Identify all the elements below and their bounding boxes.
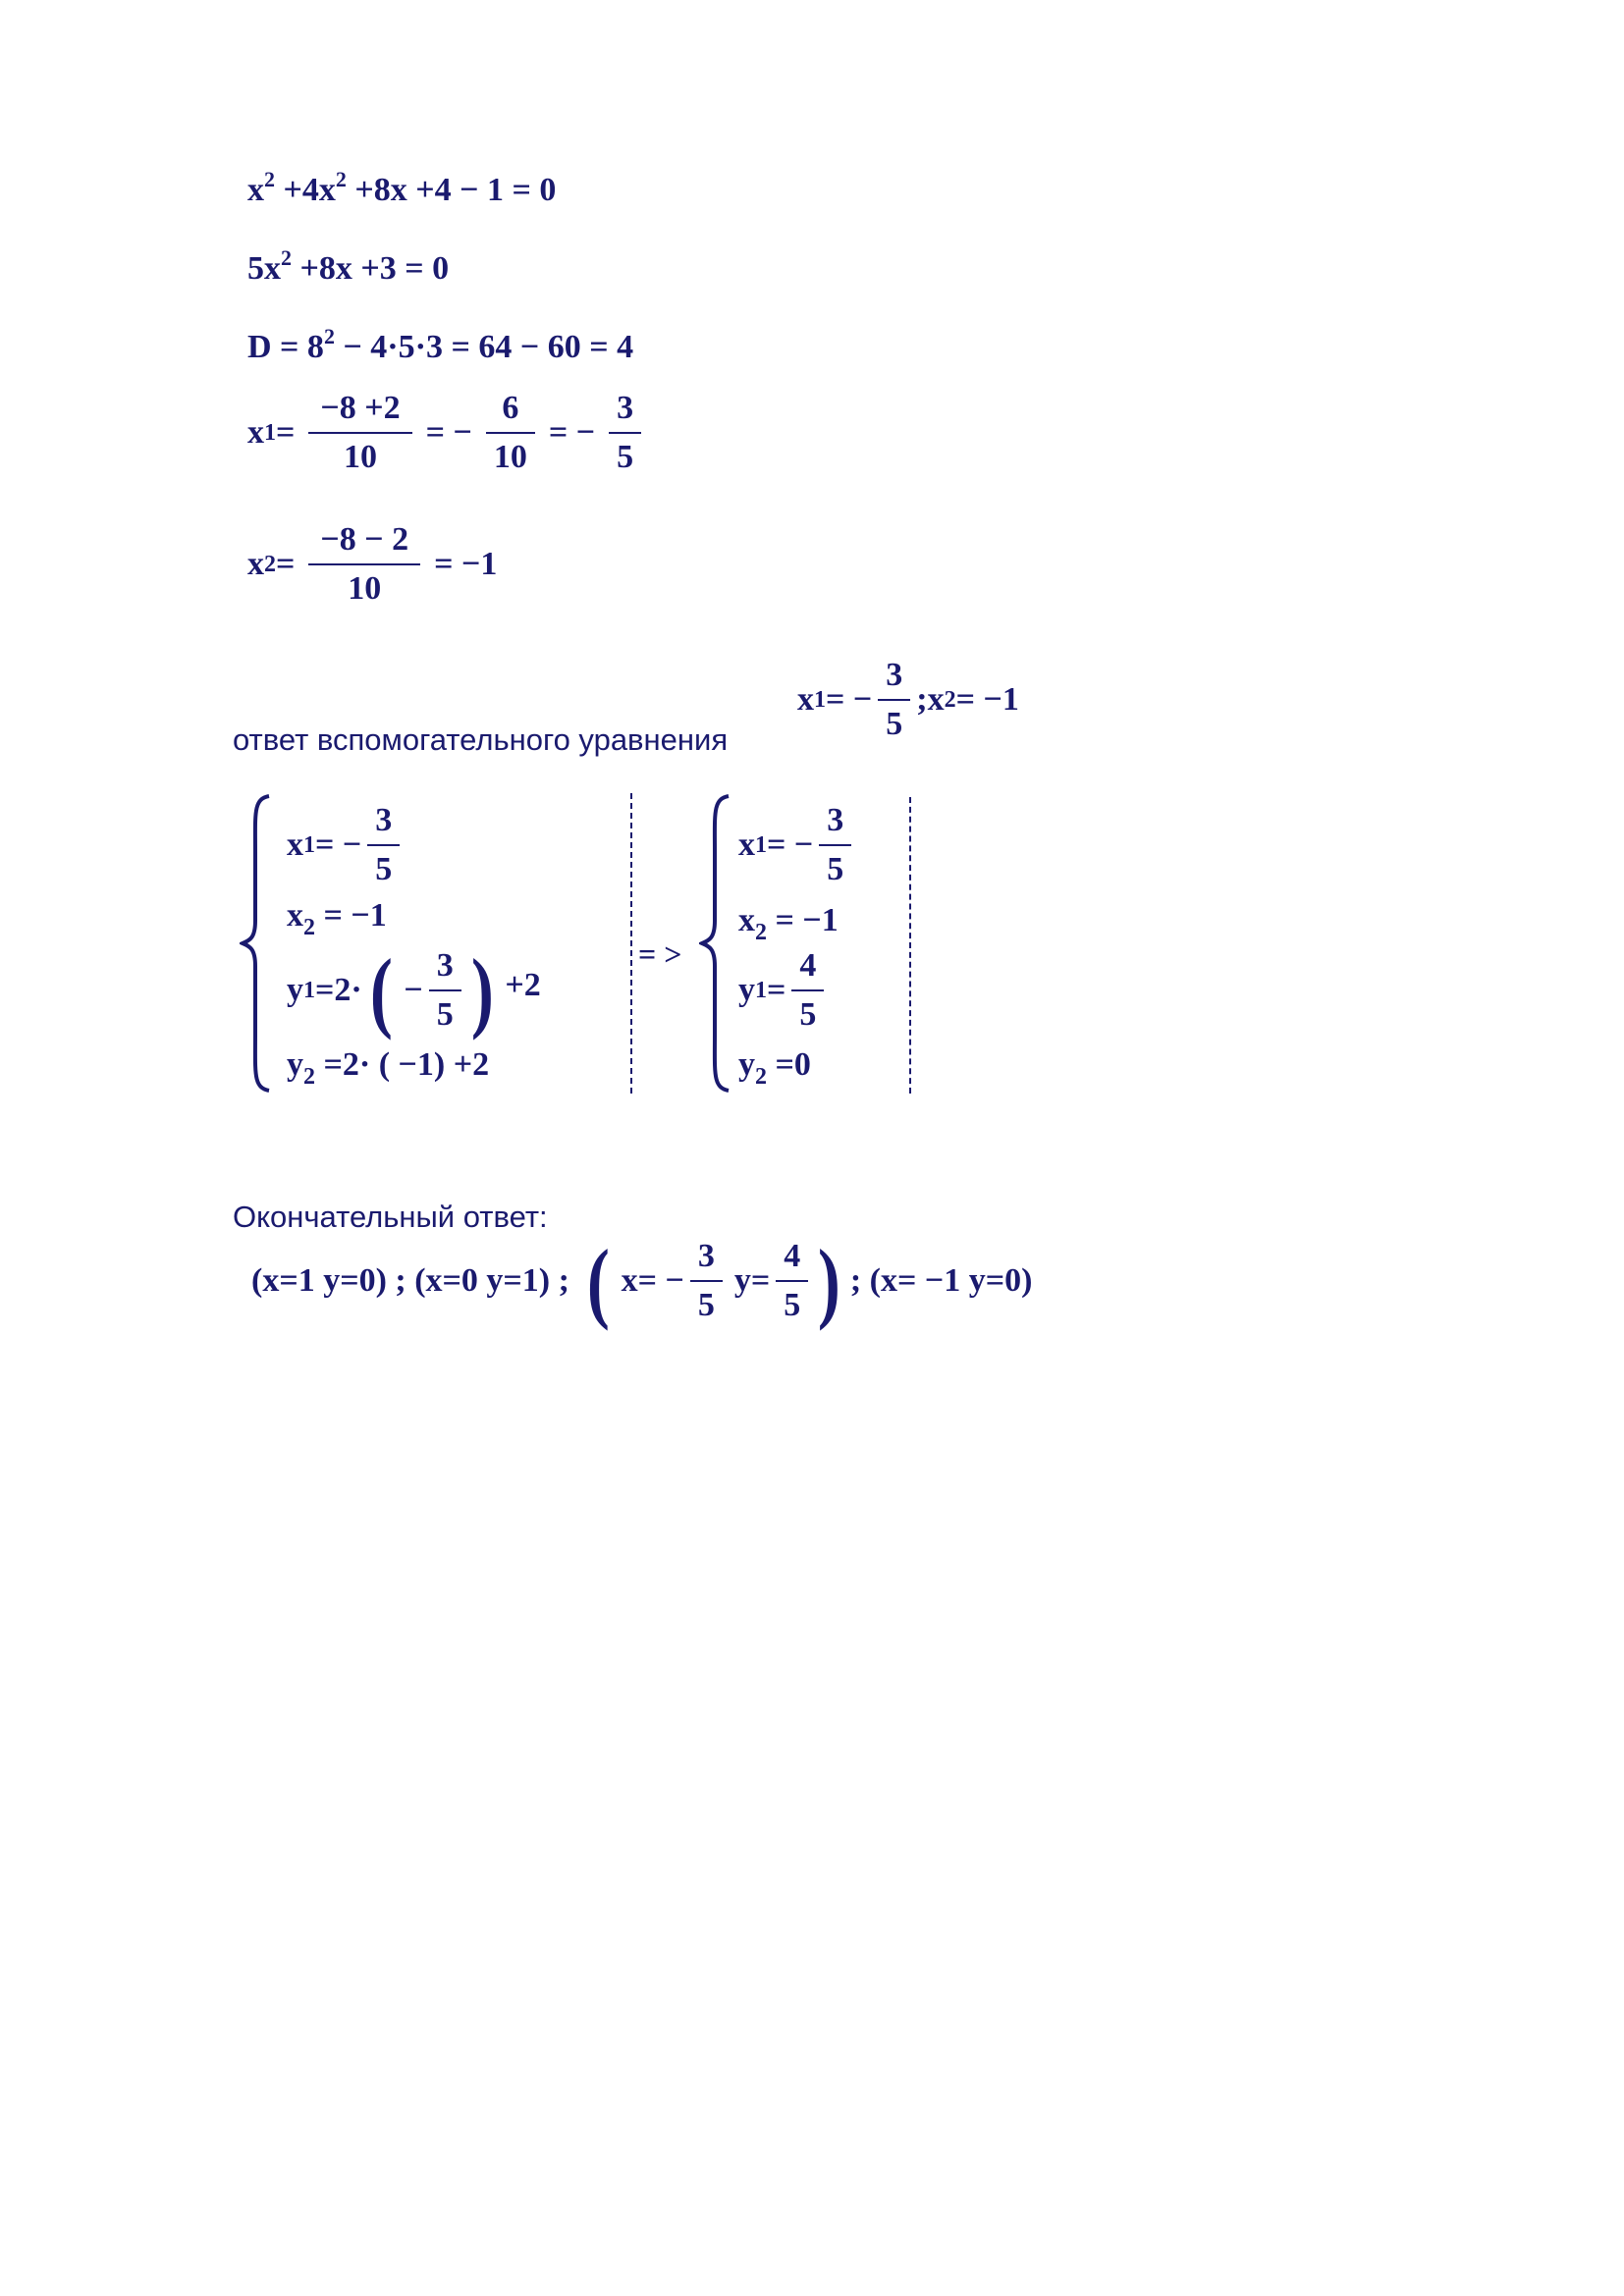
subscript: 2 [264,552,276,577]
fraction [308,391,411,475]
equals: = [276,414,296,451]
subscript: 1 [264,420,276,446]
expression: =2· ( −1) +2 [315,1046,490,1083]
y-equals: y= [733,1262,771,1299]
numerator: 4 [784,1238,801,1274]
equation-quadratic [247,239,449,289]
denominator: 5 [799,996,817,1033]
left-brace-icon [240,793,273,1094]
var: x [247,546,264,582]
var: y [738,972,755,1008]
right-paren: ) [818,1231,841,1331]
system-left-row-1 [287,803,406,887]
aux-answer-formula [797,658,1019,742]
result: = −1 [434,546,498,582]
equals: = [767,972,786,1008]
multiply: =2· [315,972,362,1008]
disc-term: − 4·5·3 = 64 − 60 = 4 [334,329,634,365]
denominator: 5 [375,851,393,887]
fraction [791,948,824,1033]
eq1-exponent: 2 [335,167,347,191]
denominator: 10 [344,439,377,475]
subscript: 2 [755,1064,767,1090]
var: x [927,681,945,718]
solution-pairs: (x=1 y=0) ; (x=0 y=1) ; [251,1262,569,1299]
subscript: 2 [944,687,956,713]
denominator: 5 [697,1287,715,1323]
right-paren: ) [470,940,494,1041]
root-x1-line [247,391,647,475]
subscript: 1 [303,978,315,1003]
system-left-row-3 [287,940,541,1041]
var: x [738,902,755,938]
subscript: 2 [303,1064,315,1090]
implies-sign: = > [638,936,682,972]
numerator: −8 − 2 [320,521,409,558]
left-paren: ( [369,940,393,1041]
eq1-term: +8x +4 − 1 = 0 [346,172,557,208]
fraction [776,1239,808,1323]
final-answer-label: Окончательный ответ: [233,1200,548,1234]
separator: ; [916,681,928,718]
subscript: 1 [755,832,767,858]
system-left-row-4 [287,1045,489,1096]
subscript: 1 [814,687,826,713]
equals-minus: = − [548,414,596,451]
root-x2-line [247,522,497,607]
var: y [287,1046,303,1083]
dashed-divider-2 [909,797,911,1094]
left-paren: ( [586,1231,610,1331]
value: = −1 [315,897,387,934]
disc-exponent: 2 [323,324,335,348]
denominator: 10 [493,439,527,475]
aux-answer-label: ответ вспомогательного уравнения [233,722,729,757]
tail: +2 [505,967,541,1003]
subscript: 1 [755,978,767,1003]
denominator: 10 [348,570,382,607]
numerator: −8 +2 [320,390,401,426]
numerator: 6 [502,390,519,426]
solution-pair-last: ; (x= −1 y=0) [849,1262,1033,1299]
var: x [797,681,814,718]
denominator: 5 [827,851,844,887]
fraction [308,522,420,607]
equals-minus: = − [767,827,814,863]
fraction [819,803,851,887]
eq2-term: +8x +3 = 0 [292,250,450,287]
disc-term: D = 8 [247,329,324,365]
equals-minus: = − [315,827,362,863]
eq1-term: +4x [275,172,336,208]
equals: = [276,546,296,582]
system-right-row-2 [738,901,839,952]
fraction [878,658,910,742]
fraction [609,391,641,475]
fraction [367,803,400,887]
final-answer-formula [251,1231,1033,1331]
system-right-row-4 [738,1045,811,1096]
system-right-row-3 [738,948,830,1033]
var: y [287,972,303,1008]
right-system-brace-icon [699,793,732,1094]
equation-discriminant [247,317,633,367]
equals: = −1 [955,681,1019,718]
numerator: 3 [617,390,634,426]
numerator: 3 [886,657,903,693]
numerator: 3 [827,802,844,838]
eq2-exponent: 2 [281,245,292,270]
var: y [738,1046,755,1083]
equals-minus: = − [826,681,873,718]
var: x [287,897,303,934]
numerator: 3 [375,802,393,838]
fraction [486,391,535,475]
value: = −1 [767,902,839,938]
var: x [287,827,303,863]
eq1-term: x [247,172,264,208]
subscript: 2 [303,915,315,940]
eq2-term: 5x [247,250,281,287]
subscript: 2 [755,920,767,945]
subscript: 1 [303,832,315,858]
denominator: 5 [617,439,634,475]
fraction [690,1239,723,1323]
value: =0 [767,1046,811,1083]
numerator: 3 [697,1238,715,1274]
x-equals: x= − [621,1262,684,1299]
minus: − [404,972,423,1008]
dashed-divider-1 [630,793,632,1094]
fraction [429,948,461,1033]
numerator: 3 [436,947,454,984]
equals-minus: = − [425,414,472,451]
system-right-row-1 [738,803,857,887]
denominator: 5 [886,706,903,742]
denominator: 5 [784,1287,801,1323]
equation-expanded [247,160,556,210]
numerator: 4 [799,947,817,984]
denominator: 5 [436,996,454,1033]
var: x [738,827,755,863]
eq1-exponent: 2 [264,167,275,191]
var: x [247,414,264,451]
